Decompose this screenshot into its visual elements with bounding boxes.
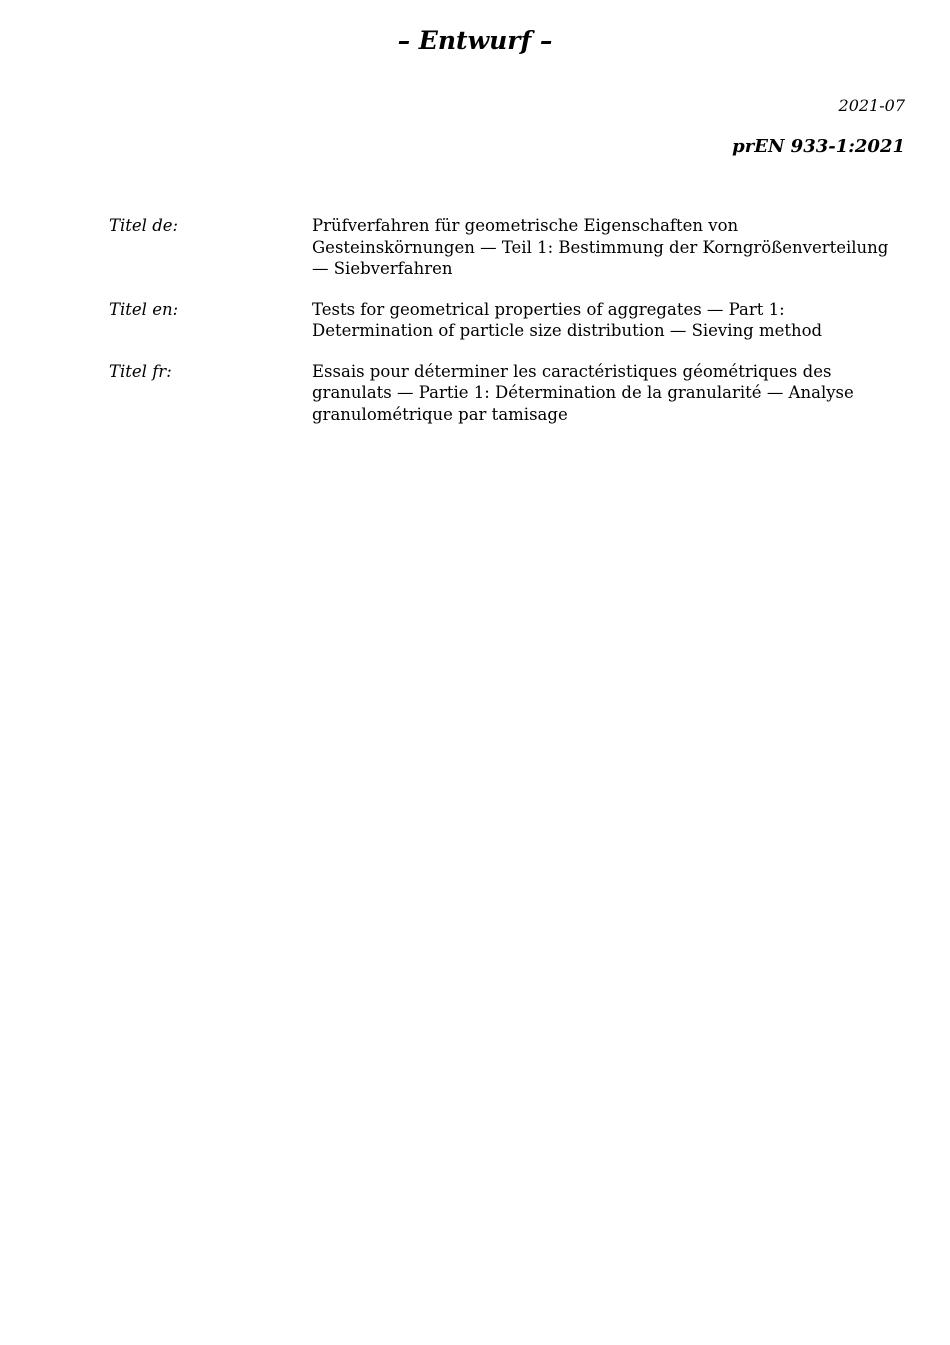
title-text-en: Tests for geometrical properties of aggregates — Part 1: Determination of particle size distribution — Sieving method	[312, 299, 823, 340]
title-row-fr	[109, 361, 909, 426]
title-row-en	[109, 299, 909, 342]
title-label-de: Titel de:	[109, 216, 179, 235]
title-text-fr: Essais pour déterminer les caractéristiques géométriques des granulats — Partie 1: Détermination de la granularité — Analyse granulométrique par tamisage	[312, 361, 854, 424]
document-number: prEN 933-1:2021	[732, 136, 905, 157]
document-date: 2021-07	[838, 96, 905, 115]
draft-heading: – Entwurf –	[397, 26, 553, 55]
title-row-de	[109, 215, 909, 280]
title-label-fr: Titel fr:	[109, 361, 172, 381]
titles-list	[109, 215, 909, 444]
title-label-en: Titel en:	[109, 299, 179, 319]
title-text-de: Prüfverfahren für geometrische Eigenschaften von Gesteinskörnungen — Teil 1: Bestimmung der Korngrößenverteilung — Siebverfahren	[312, 216, 889, 278]
